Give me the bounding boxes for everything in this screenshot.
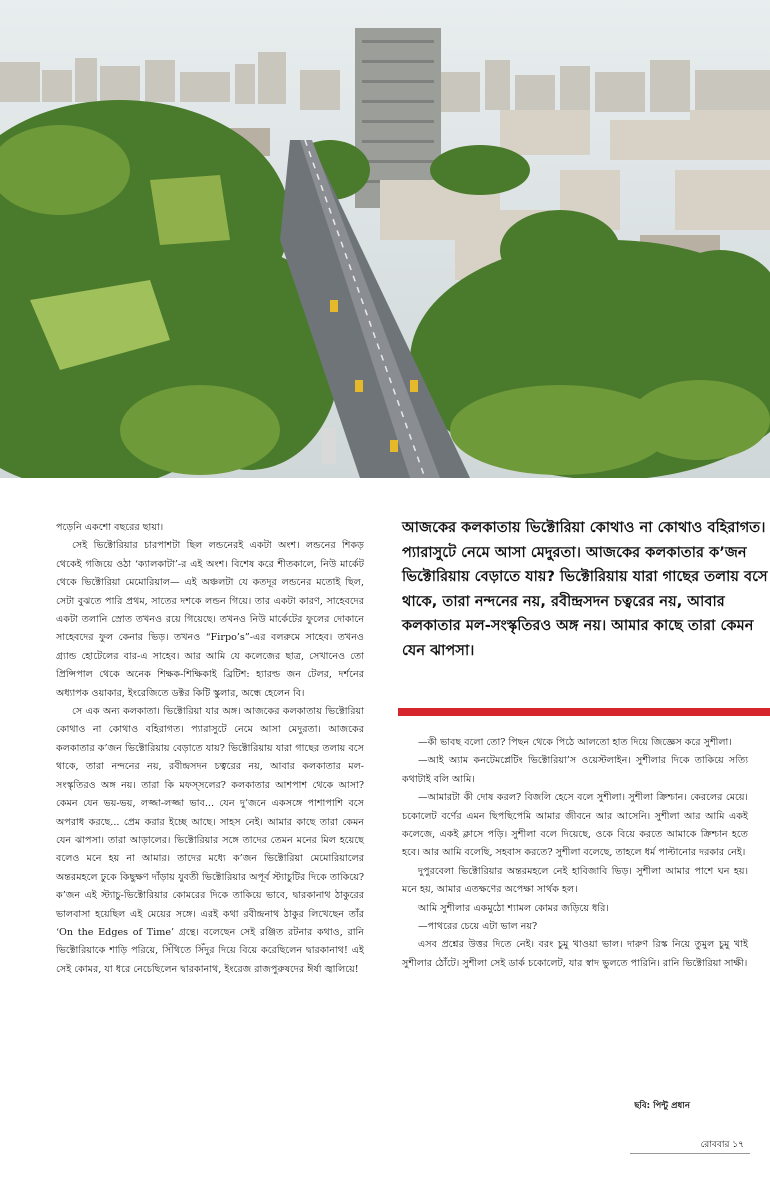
right-article-column (402, 734, 748, 973)
pull-quote: আজকের কলকাতায় ভিক্টোরিয়া কোথাও না কোথাও বহিরাগত। প্যারাসুটে নেমে আসা মেদুরতা। আজকের কলকাতার ক’জন ভিক্টোরিয়ায় বেড়াতে যায়? ভিক্টোরিয়ায় যারা গাছের তলায় বসে থাকে, তারা নন্দনের নয়, রবীন্দ্রসদন চত্বরের নয়, আবার কলকাতার মল-সংস্কৃতিরও অঙ্গ নয়। আমার কাছে তারা কেমন যেন ঝাপসা। (402, 519, 768, 659)
red-divider-bar (398, 708, 770, 716)
right-paragraph-4: দুপুরবেলা ভিক্টোরিয়ার অন্তরমহলে নেই হাবিজাবি ভিড়। সুশীলা আমার পাশে ঘন হয়। মনে হয়, আমার এতক্ষণের অপেক্ষা সার্থক হল। (402, 865, 748, 896)
right-paragraph-2: —আই অ্যাম কনটেমপ্লেটিং ভিক্টোরিয়া’স ওয়েস্টলাইন। সুশীলার দিকে তাকিয়ে সত্যি কথাটাই বলি আমি। (402, 755, 748, 785)
right-paragraph-1: —কী ভাবছ বলো তো? পিছন থেকে পিঠে আলতো হাত দিয়ে জিজ্ঞেস করে সুশীলা। (418, 737, 732, 748)
left-article-column (56, 519, 364, 979)
cityscape-photo (0, 0, 770, 478)
folio-rule (630, 1153, 750, 1154)
left-paragraph-2: সেই ভিক্টোরিয়ার চারপাশটা ছিল লন্ডনেরই একটা অংশ। লন্ডনের শিকড় থেকেই গজিয়ে ওঠা ‘ক্যালকাটা’-র এই অংশ। বিশেষ করে শীতকালে, নিউ মার্কেট থেকে ভিক্টোরিয়া মেমোরিয়াল— এই অঞ্চলটা যে কতদূর লন্ডনের মতোই ছিল, সেটা বুঝতে পারি প্রথম, সাতের দশকে লন্ডন গিয়ে। তার একটা কারণ, সাহেবদের একটা তলানি স্রোত তখনও রয়ে গিয়েছে। তখনও নিউ মার্কেটের ফুলের দোকানে সাহেবদের ফুল কেনার ভিড়। তখনও “Firpo’s”-এর বলরুমে সাহেব। তখনও গ্র্যান্ড হোটেলের বার-এ সাহেব। আর আমি যে কলেজের ছাত্র, সেখানেও তো প্রিন্সিপাল থেকে অনেক শিক্ষক-শিক্ষিকাই ব্রিটিশ: হ্যারল্ড জন টেলর, দর্শনের অধ্যাপক ওয়াকার, ইংরেজিতে ডক্টর কিটি স্কুলার, অন্ধে হেলেন বি। (56, 540, 364, 699)
right-paragraph-5: আমি সুশীলার একমুঠো শ্যামল কোমর জড়িয়ে ধরি। (418, 902, 609, 914)
cityscape-illustration (0, 0, 770, 478)
right-paragraph-7: এসব প্রশ্নের উত্তর দিতে নেই। বরং চুমু খাওয়া ভাল। দারুণ রিস্ক নিয়ে তুমুল চুমু খাই সুশীলার ঠোঁটে। সুশীলা সেই ডার্ক চকোলেট, যার স্বাদ ভুলতে পারিনি। রানি ভিক্টোরিয়া সাক্ষী। (402, 939, 748, 969)
photo-credit: ছবি: পিন্টু প্রধান (634, 1101, 690, 1111)
right-paragraph-3: —আমারটা কী দোষ করল? বিজলি হেসে বলে সুশীলা। সুশীলা ক্রিশ্চান। কেরলের মেয়ে। চকোলেট বর্ণের এমন ছিপছিপেমি আমার জীবনে আর আসেনি। সুশীলা আর আমি একই কলেজে, একই ক্লাসে পড়ি। সুশীলা বলে দিয়েছে, ওকে বিয়ে করতে আমাকে ক্রিশ্চান হতে হবে। আর আমি বলেছি, সহবাস করতে? সুশীলা বলেছে, তাহলে ধর্ম পাল্টানোর দরকার নেই। (402, 792, 748, 859)
page-folio: রোববার ১৭ (700, 1140, 744, 1150)
left-paragraph-1: পড়েনি একশো বছরের ছায়া। (56, 522, 164, 533)
right-paragraph-6: —পাথরের চেয়ে এটা ভাল নয়? (418, 921, 538, 933)
left-paragraph-3: সে এক অন্য কলকাতা। ভিক্টোরিয়া যার অঙ্গ। আজকের কলকাতায় ভিক্টোরিয়া কোথাও না কোথাও বহিরাগত। প্যারাসুটে নেমে আসা মেদুরতা। আজকের কলকাতার ক’জন ভিক্টোরিয়ায় বেড়াতে যায়? ভিক্টোরিয়ায় যারা গাছের তলায় বসে থাকে, তারা নন্দনের নয়, রবীন্দ্রসদন চত্বরের নয়, আবার কলকাতার মল-সংস্কৃতিরও অঙ্গ নয়। তারা কি মফস্সলের? কলকাতার আশপাশ থেকে আসা? কেমন যেন ভয়-ভয়, লজ্জা-লজ্জা ভাব... যেন দু’জনে একসঙ্গে পাশাপাশি বসে অপরাধ করছে... প্রেম করার ইচ্ছে আছে। সাহস নেই। আমার কাছে তারা কেমন যেন ঝাপসা। তারা আড়ালের। ভিক্টোরিয়ার সঙ্গে তাদের তেমন মনের মিল হয়েছে বলেও মনে হয় না আমার। তাদের মধ্যে ক’জন ভিক্টোরিয়া মেমোরিয়ালের অন্তরমহলে ঢুকে কিছুক্ষণ দাঁড়ায় যুবতী ভিক্টোরিয়ার অপূর্ব স্ট্যাচুটির দিকে তাকিয়ে? ক’জন এই স্ট্যাচু-ভিক্টোরিয়ার কোমরের দিকে তাকিয়ে ভাবে, দ্বারকানাথ ঠাকুরের ভালবাসা হয়েছিল এই মেয়ের সঙ্গে। এরই কথা রবীন্দ্রনাথ ঠাকুর লিখেছেন তাঁর ‘On the Edges of Time’ গ্রন্থে। বলেছেন সেই রঞ্জিত রটনার কথাও, রানি ভিক্টোরিয়াকে শাড়ি পরিয়ে, সিঁথিতে সিঁদুর দিয়ে বিয়ে করেছিলেন দ্বারকানাথ! এই সেই কোমর, যা ধরে নেচেছিলেন দ্বারকানাথ, ইংরেজ রাজপুরুষদের ঈর্ষা জ্বালিয়ে! (56, 706, 364, 975)
